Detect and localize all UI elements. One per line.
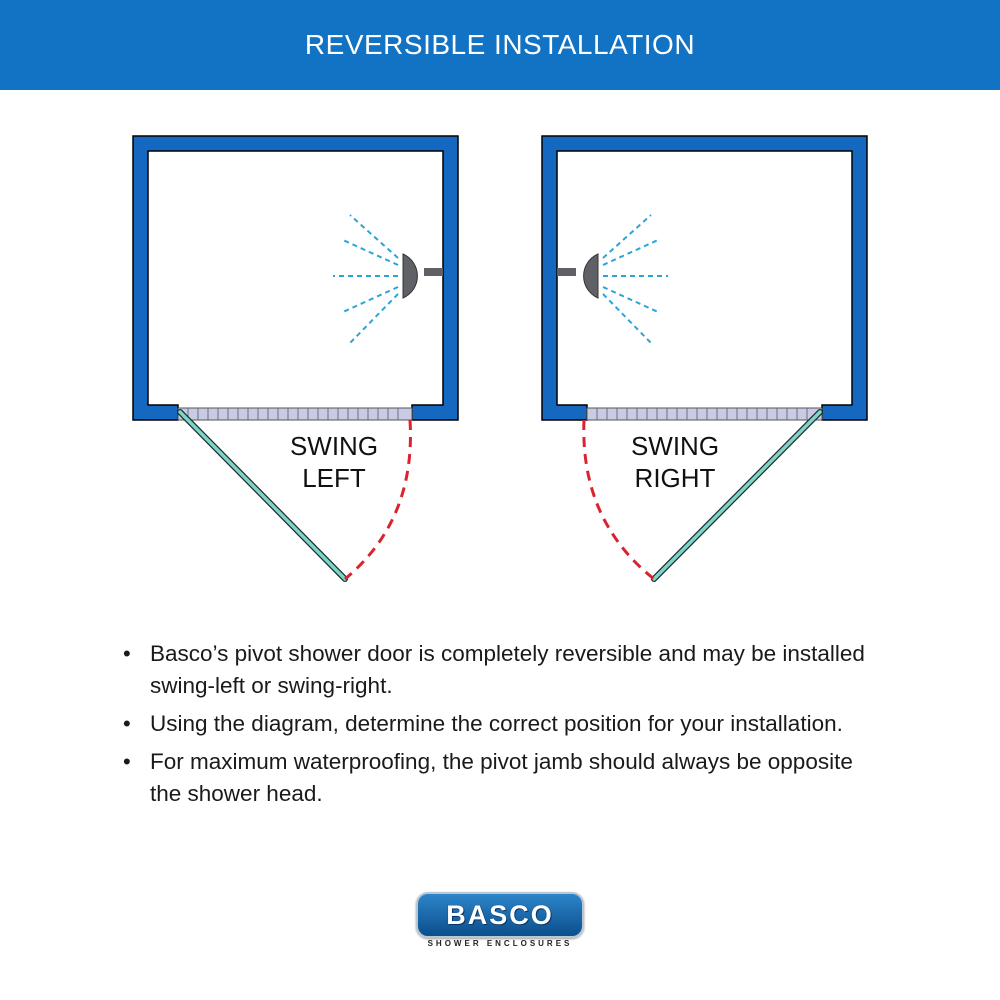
shower-head-icon — [557, 254, 598, 298]
door-track — [178, 408, 412, 420]
brand-logo — [410, 892, 590, 954]
swing-left-label-line2: LEFT — [302, 463, 366, 493]
swing-left-label-line1: SWING — [289, 431, 379, 461]
logo-tagline: SHOWER ENCLOSURES — [427, 939, 573, 948]
logo-wordmark: BASCO — [446, 899, 554, 930]
list-item — [118, 638, 878, 702]
bullet-text: For maximum waterproofing, the pivot jamb should always be opposite the shower head. — [150, 749, 853, 806]
header-banner — [0, 0, 1000, 90]
bullet-dot-icon: • — [123, 711, 131, 736]
water-spray — [333, 215, 398, 343]
instructions-list — [118, 638, 878, 816]
swing-right-diagram — [542, 136, 867, 579]
swing-left-diagram — [133, 136, 458, 579]
list-item — [118, 708, 878, 740]
bullet-dot-icon: • — [123, 749, 131, 774]
swing-right-label-line1: SWING — [630, 431, 720, 461]
bullet-text: Using the diagram, determine the correct position for your installation. — [150, 711, 843, 736]
logo-badge — [416, 892, 584, 938]
water-spray — [603, 215, 668, 343]
page-title: REVERSIBLE INSTALLATION — [304, 29, 696, 60]
bullet-text: Basco’s pivot shower door is completely reversible and may be installed swing-left or swing-right. — [150, 641, 865, 698]
swing-right-label-line2: RIGHT — [634, 463, 716, 493]
installation-diagram — [0, 90, 1000, 620]
shower-head-icon — [403, 254, 443, 298]
list-item — [118, 746, 878, 810]
bullet-dot-icon: • — [123, 641, 131, 666]
